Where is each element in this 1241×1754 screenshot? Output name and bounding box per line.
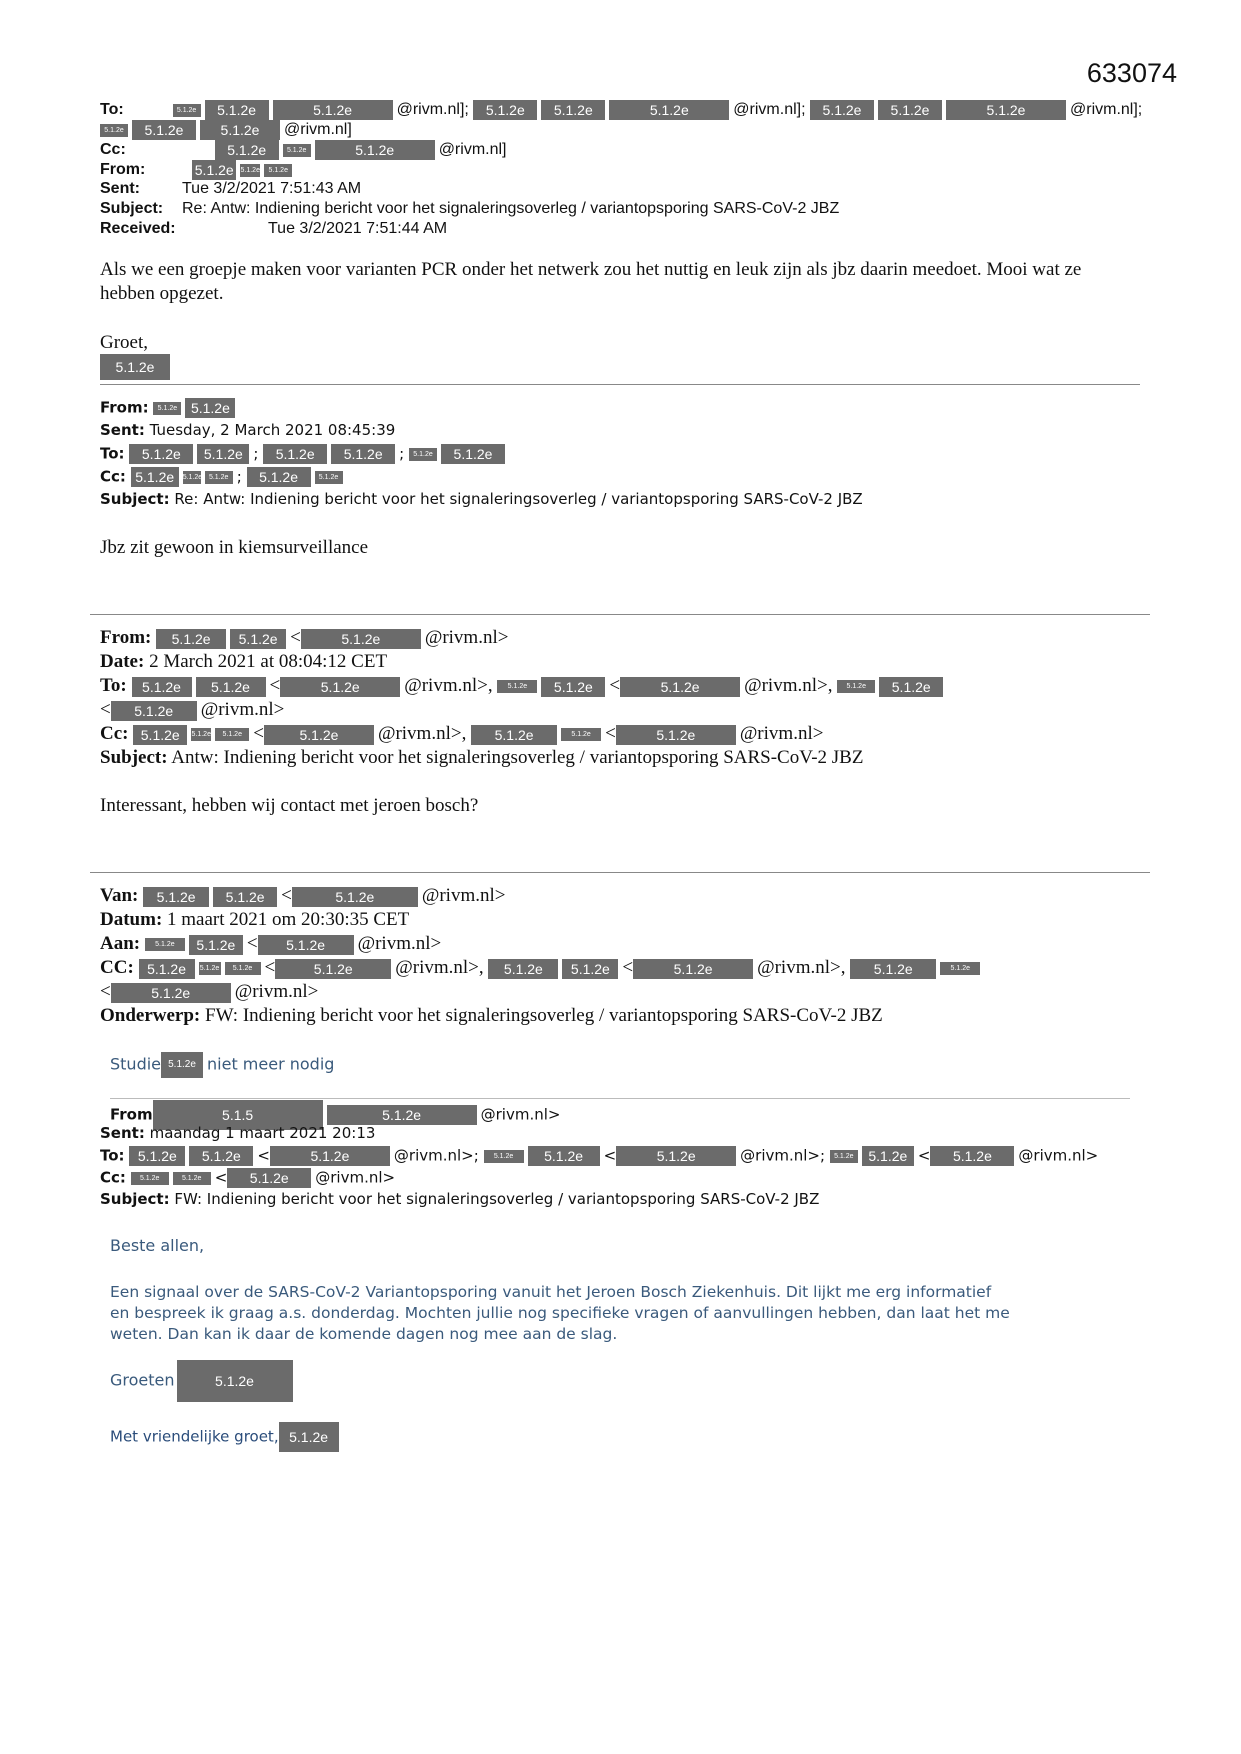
fw-sent-line: Sent: maandag 1 maart 2021 20:13 — [100, 1124, 376, 1142]
subject-line: Subject: Re: Antw: Indiening bericht voor het signaleringsoverleg / variantopsporing SARS-CoV-2 JBZ — [100, 200, 840, 217]
separator — [90, 614, 1150, 615]
redaction: 5.1.2e — [273, 100, 393, 120]
from-line: From: 5.1.2e 5.1.2e 5.1.2e — [100, 160, 296, 180]
redaction: 5.1.2e — [240, 164, 260, 177]
fw-signoff: Met vriendelijke groet, 5.1.2e — [110, 1422, 343, 1452]
separator — [100, 384, 1140, 385]
m3-cc-line: Cc: 5.1.2e 5.1.2e 5.1.2e < 5.1.2e @rivm.nl>, 5.1.2e 5.1.2e < 5.1.2e @rivm.nl> — [100, 723, 824, 744]
redaction: 5.1.2e — [264, 164, 292, 177]
redaction: 5.1.2e — [473, 100, 537, 120]
m2-cc-line: Cc: 5.1.2e 5.1.2e 5.1.2e ; 5.1.2e 5.1.2e — [100, 467, 347, 487]
m3-from-line: From: 5.1.2e 5.1.2e < 5.1.2e @rivm.nl> — [100, 627, 509, 648]
m4-datum-line: Datum: 1 maart 2021 om 20:30:35 CET — [100, 909, 410, 930]
m3-to-line-cont: < 5.1.2e @rivm.nl> — [100, 699, 285, 720]
m2-sent-line: Sent: Tuesday, 2 March 2021 08:45:39 — [100, 421, 396, 439]
redaction: 5.1.2e — [200, 120, 280, 140]
to-line-cont: 5.1.2e 5.1.2e 5.1.2e @rivm.nl] — [100, 120, 352, 140]
m2-subject-line: Subject: Re: Antw: Indiening bericht voor het signaleringsoverleg / variantopsporing SARS-CoV-2 JBZ — [100, 490, 863, 508]
redaction: 5.1.2e — [946, 100, 1066, 120]
redaction: 5.1.2e — [878, 100, 942, 120]
m4-note: Studie 5.1.2e niet meer nodig — [110, 1052, 334, 1078]
m4-cc-line-cont: < 5.1.2e @rivm.nl> — [100, 981, 319, 1002]
m4-van-line: Van: 5.1.2e 5.1.2e < 5.1.2e @rivm.nl> — [100, 885, 506, 906]
fw-cc-line: Cc: 5.1.2e 5.1.2e < 5.1.2e @rivm.nl> — [100, 1168, 396, 1187]
redaction: 5.1.2e — [100, 124, 128, 137]
message-1-greeting: Groet, — [100, 332, 149, 353]
m2-from-line: From: 5.1.2e 5.1.2e — [100, 398, 239, 418]
cc-line: Cc: 5.1.2e 5.1.2e 5.1.2e @rivm.nl] — [100, 141, 507, 159]
m4-aan-line: Aan: 5.1.2e 5.1.2e < 5.1.2e @rivm.nl> — [100, 933, 442, 954]
redaction: 5.1.2e — [205, 100, 269, 120]
redaction: 5.1.2e — [609, 100, 729, 120]
fw-closing: Groeten 5.1.2e — [110, 1360, 297, 1402]
m3-subject-line: Subject: Antw: Indiening bericht voor het signaleringsoverleg / variantopsporing SARS-CoV-2 JBZ — [100, 747, 864, 768]
m3-to-line: To: 5.1.2e 5.1.2e < 5.1.2e @rivm.nl>, 5.1.2e 5.1.2e < 5.1.2e @rivm.nl>, 5.1.2e 5.1.2e — [100, 675, 947, 697]
separator — [90, 872, 1150, 873]
document-number: 633074 — [1086, 58, 1177, 88]
redaction: 5.1.2e — [192, 160, 236, 180]
fw-to-line: To: 5.1.2e 5.1.2e < 5.1.2e @rivm.nl>; 5.1.2e 5.1.2e < 5.1.2e @rivm.nl>; 5.1.2e 5.1.2e < 5.1.2e @rivm.nl> — [100, 1146, 1099, 1165]
redaction: 5.1.2e — [810, 100, 874, 120]
fw-subject-line: Subject: FW: Indiening bericht voor het signaleringsoverleg / variantopsporing SARS-CoV-2 JBZ — [100, 1190, 820, 1208]
to-line: To: 5.1.2e 5.1.2e 5.1.2e @rivm.nl]; 5.1.2e 5.1.2e 5.1.2e @rivm.nl]; 5.1.2e 5.1.2e 5.1.2e @rivm.nl]; — [100, 101, 1143, 119]
signature-redaction: 5.1.2e — [100, 354, 174, 380]
fw-from-line: From 5.1.5 5.1.2e @rivm.nl> — [110, 1100, 560, 1130]
message-1-body: Als we een groepje maken voor varianten PCR onder het netwerk zou het nuttig en leuk zijn als jbz daarin meedoet. Mooi wat ze hebben opgezet. — [100, 259, 1082, 304]
redaction: 5.1.2e — [215, 140, 279, 160]
redaction: 5.1.2e — [173, 104, 201, 117]
redaction: 5.1.2e — [132, 120, 196, 140]
m3-body: Interessant, hebben wij contact met jeroen bosch? — [100, 795, 479, 816]
fw-salutation: Beste allen, — [110, 1236, 205, 1255]
m4-cc-line: CC: 5.1.2e 5.1.2e 5.1.2e < 5.1.2e @rivm.nl>, 5.1.2e 5.1.2e < 5.1.2e @rivm.nl>, 5.1.2e 5.1.2e — [100, 957, 984, 979]
redaction: 5.1.2e — [541, 100, 605, 120]
sent-line: Sent: Tue 3/2/2021 7:51:43 AM — [100, 180, 362, 197]
redaction: 5.1.2e — [283, 144, 311, 157]
m2-to-line: To: 5.1.2e 5.1.2e ; 5.1.2e 5.1.2e ; 5.1.2e 5.1.2e — [100, 444, 509, 464]
redaction: 5.1.2e — [315, 140, 435, 160]
m2-body: Jbz zit gewoon in kiemsurveillance — [100, 537, 369, 558]
m4-subject-line: Onderwerp: FW: Indiening bericht voor het signaleringsoverleg / variantopsporing SARS-CoV-2 JBZ — [100, 1005, 883, 1026]
received-line: Received: Tue 3/2/2021 7:51:44 AM — [100, 220, 448, 237]
m3-date-line: Date: 2 March 2021 at 08:04:12 CET — [100, 651, 388, 672]
separator — [110, 1098, 1130, 1099]
fw-body: Een signaal over de SARS-CoV-2 Variantopsporing vanuit het Jeroen Bosch Ziekenhuis. Dit lijkt me erg informatief en bespreek ik graag a.s. donderdag. Mochten jullie nog specifieke vragen of aanvullingen hebben, dan laat het me weten. Dan kan ik daar de komende dagen nog mee aan de slag. — [110, 1283, 1010, 1343]
